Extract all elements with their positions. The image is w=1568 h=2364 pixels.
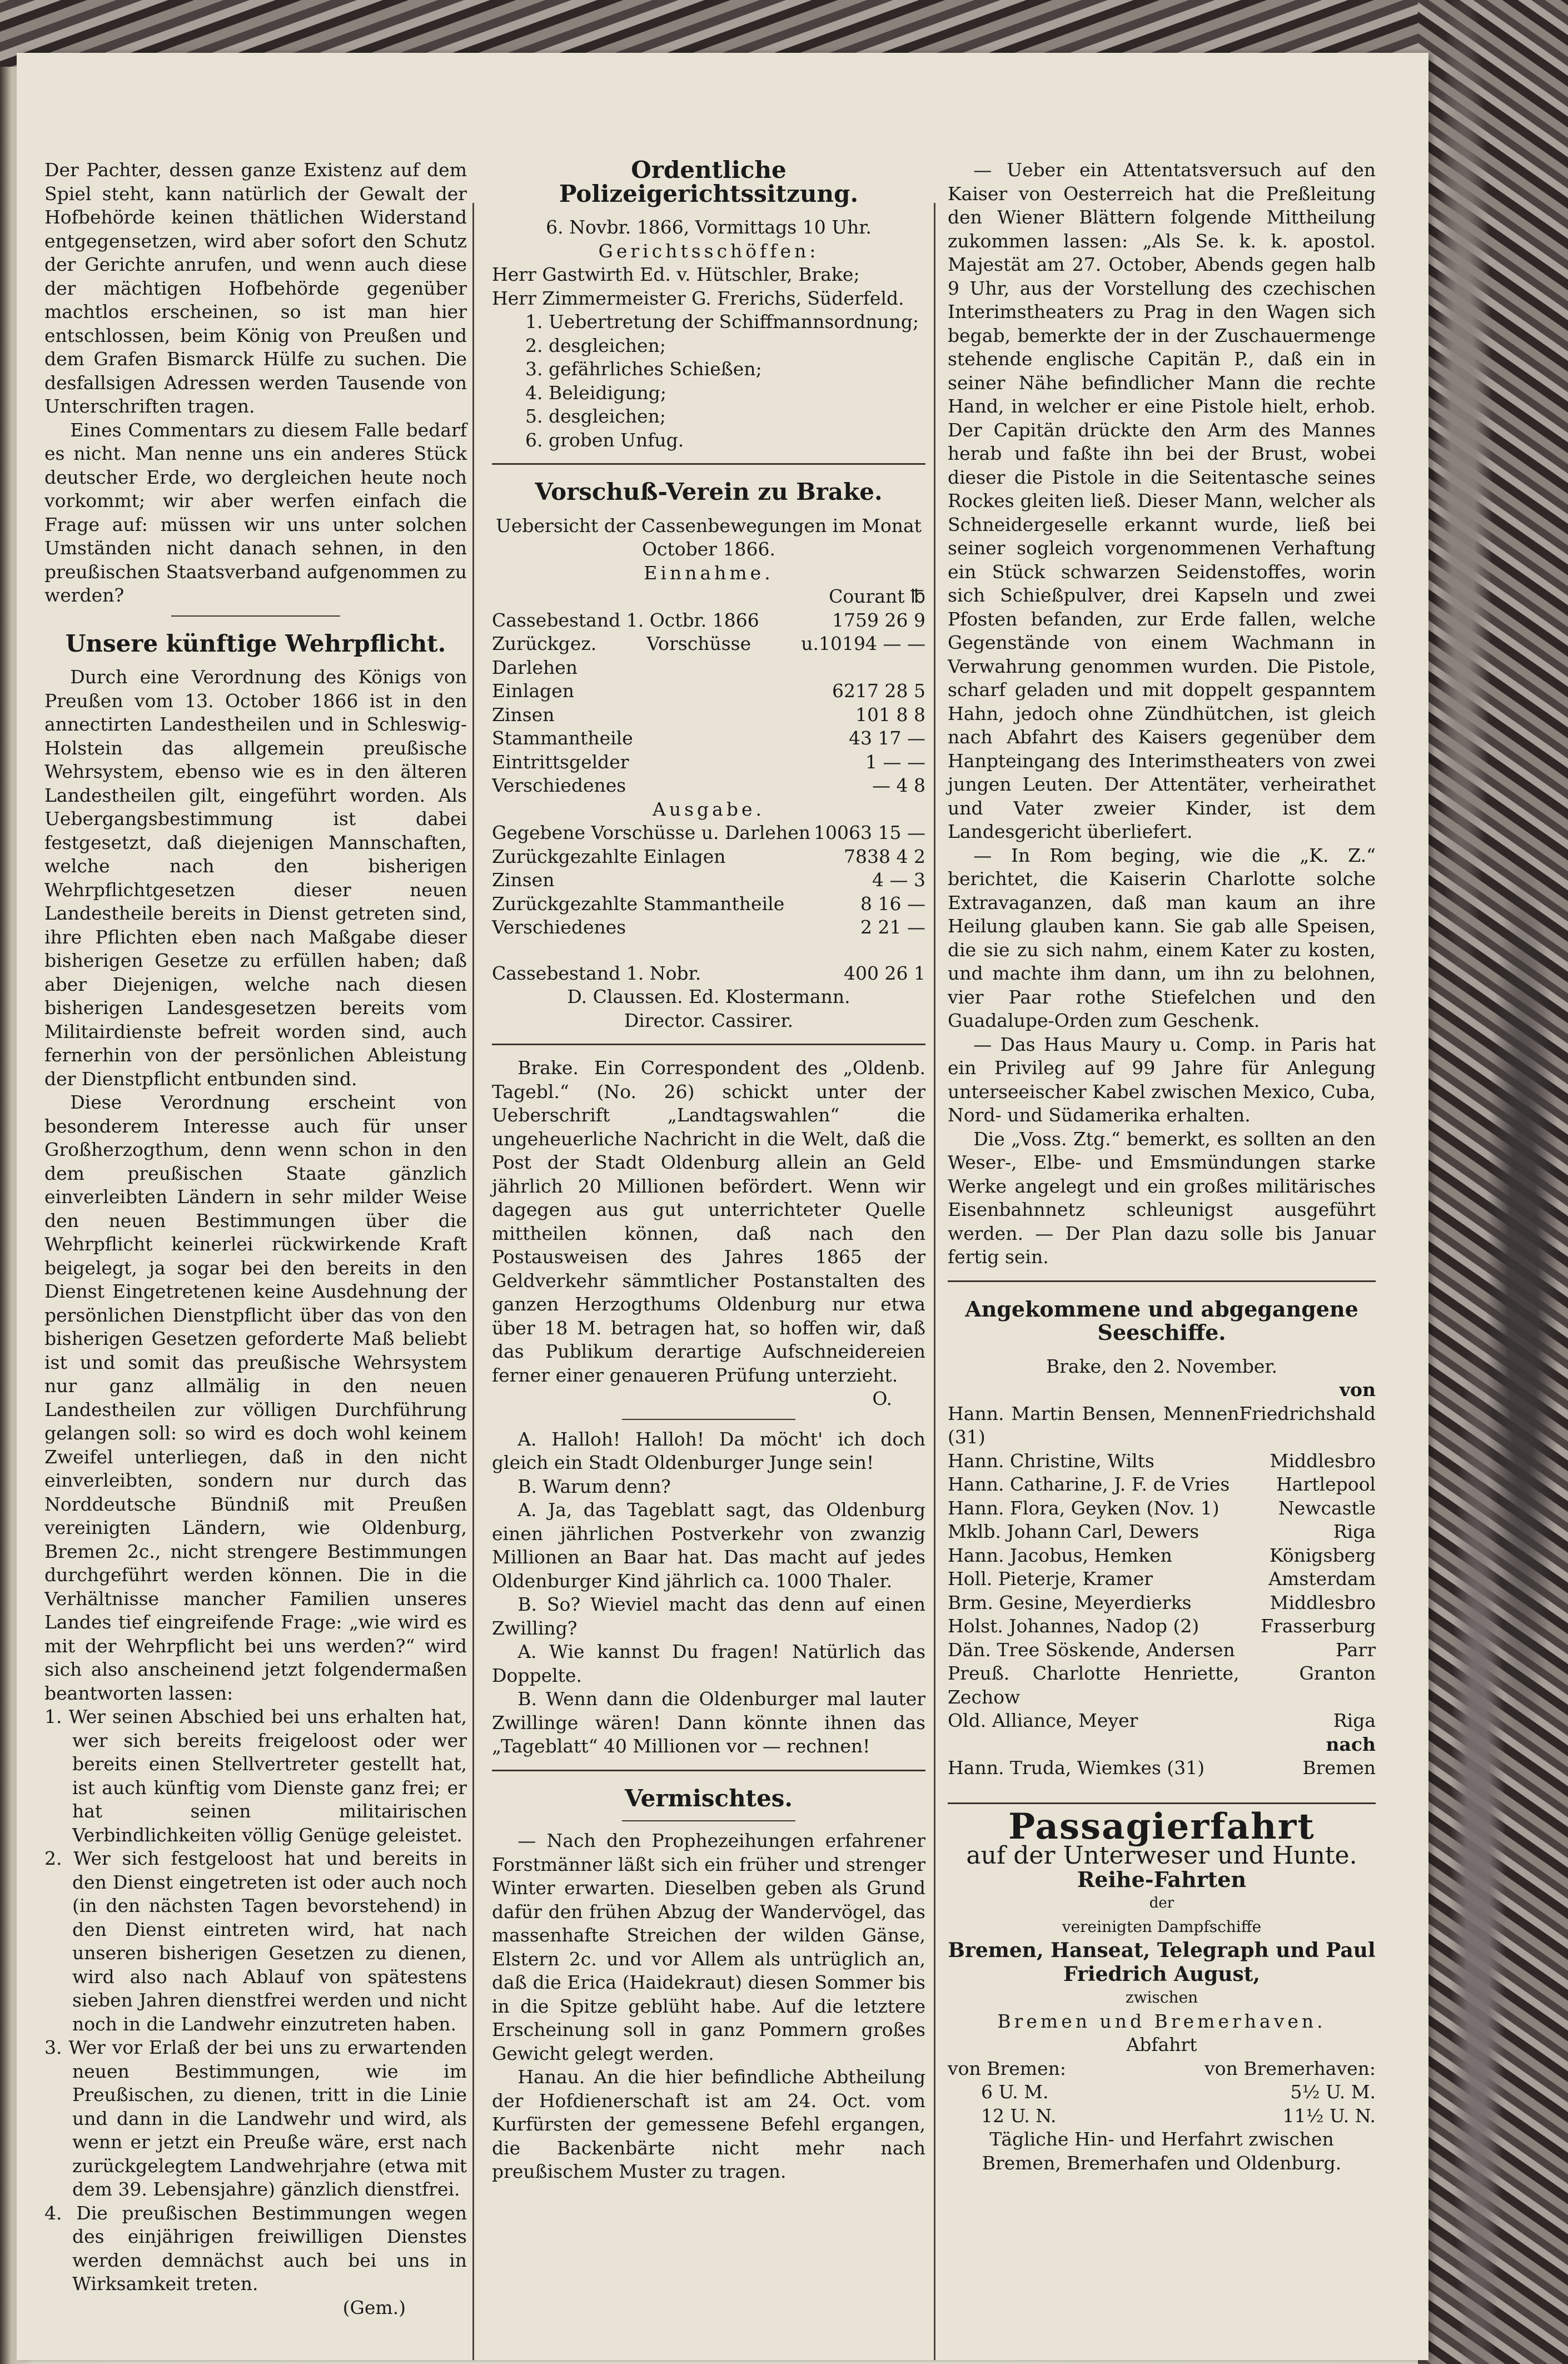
table-cell: Verschiedenes [492,774,626,796]
divider [622,1419,795,1420]
text-line: zwischen [1125,1988,1198,2007]
divider [948,1802,1376,1804]
table-row [948,1497,1376,1521]
table-cell: Parr [1336,1638,1376,1661]
paragraph: Die „Voss. Ztg.“ bemerkt, es sollten an den Weser-, Elbe- und Emsmündungen starke Werke angelegt und ein großes militärisches Eisenbahnnetz schleunigst ausgeführt werden. — Der Plan dazu solle bis Januar fertig sein. [948,1128,1376,1268]
table-row [492,679,925,703]
ad-subtitle: auf der Unterweser und Hunte. [966,1841,1357,1870]
paragraph: Hanau. An die hier befindliche Abtheilung der Hofdienerschaft ist am 24. Oct. vom Kurfürsten der gemessene Befehl ergangen, die Backenbärte nicht mehr nach preußischem Muster zu tragen. [492,2066,925,2182]
table-cell: Hartlepool [1276,1473,1376,1495]
table-row [948,2104,1376,2128]
text-line: der [1149,1895,1174,1911]
table-cell: Hann. Truda, Wiemkes (31) [948,1757,1205,1779]
table-row [948,1638,1376,1662]
table-cell: Verschiedenes [492,916,626,938]
table-row [948,1709,1376,1733]
paragraph: Diese Verordnung erscheint von besonderem Interesse auch für unser Großherzogthum, denn wenn schon in den dem preußischen Staate gänzlich einverleibten Ländern in sehr milder Weise den neuen Bestimmungen über die Wehrpflicht keinerlei rückwirkende Kraft beigelegt, ja sogar bei den bereits in den Dienst Eingetretenen keine Ausdehnung der persönlichen Dienstpflicht über das von den bisherigen Gesetzen geforderte Maß beliebt ist und somit das preußische Wehrsystem nur ganz allmälig in den neuen Landestheilen zur völligen Durchführung gelangen soll: so wird es doch wohl keinem Zweifel unterliegen, daß in den nicht einverleibten, sondern nur durch das Norddeutsche Bündniß mit Preußen vereinigten Ländern, wie Oldenburg, Bremen 2c., nicht strengere Bestimmungen durchgeführt werden können. Die in die Verhältnisse mancher Familien unseres Landes tief eingreifende Frage: „wie wird es mit der Wehrpflicht bei uns werden?“ wird sich also anscheinend jetzt folgendermaßen beantworten lassen: [44,1091,467,1704]
column-left [44,158,467,2320]
table-cell: 5½ U. M. [1290,2081,1376,2103]
table-cell: Gegebene Vorschüsse u. Darlehen [492,822,810,843]
article-heading: Angekommene und abgegangene Seeschiffe. [965,1296,1358,1345]
table-cell: Zinsen [492,869,555,891]
table-row [492,868,925,892]
table-cell: 400 26 1 [844,962,925,984]
table-cell: Old. Alliance, Meyer [948,1710,1138,1731]
article-heading: Unsere künftige Wehrpflicht. [65,629,446,657]
table-cell: 12 U. N. [981,2104,1057,2127]
table-row [948,1520,1376,1544]
divider [492,1044,925,1045]
section-label: von [1339,1379,1376,1400]
paragraph: — Nach den Prophezeihungen erfahrener Forstmänner läßt sich ein früher und strenger Winter erwarten. Dieselben geben als Grund dafür den frühen Abzug der Wandervögel, das massenhafte Streichen der wilden Gänse, Elstern 2c. und vor Allem als untrüglich an, daß die Erica (Haidekraut) diesen Sommer bis in die Spitze geblüht habe. Auf die letztere Erscheinung soll in ganz Pommern großes Gewicht gelegt werden. [492,1830,925,2064]
table-cell: von Bremerhaven: [1204,2057,1376,2079]
section-label: Einnahme. [644,562,774,584]
text-line: Uebersicht der Cassenbewegungen im Monat October 1866. [496,514,922,560]
signatures: D. Claussen. Ed. Klostermann. [567,986,850,1007]
table-cell: Hann. Catharine, J. F. de Vries [948,1473,1230,1495]
table-cell: Preuß. Charlotte Henriette, Zechow [948,1662,1240,1708]
paragraph: Eines Commentars zu diesem Falle bedarf es nicht. Man nenne uns ein anderes Stück deutscher Erde, wo dergleichen heute noch vorkommt; wir aber werfen einfach die Frage auf: müssen wir uns unter solchen Umständen nicht danach sehnen, in den preußischen Staatsverband aufgenommen zu werden? [44,419,467,606]
ship-names: Bremen, Hanseat, Telegraph und Paul Friedrich August, [948,1939,1376,1986]
table-row [492,916,925,940]
column-right [948,158,1376,2175]
table-cell: 8 16 — [860,892,925,915]
signature-titles: Director. Cassirer. [624,1009,794,1031]
table-cell: Dän. Tree Söskende, Andersen [948,1638,1235,1661]
list-item: 1. Uebertretung der Schiffmannsordnung; [525,311,919,332]
table-row [492,609,925,633]
session-date: 6. Novbr. 1866, Vormittags 10 Uhr. [546,216,872,238]
newspaper-page [17,53,1428,2360]
column-rule [472,203,474,2360]
table-row [948,1473,1376,1497]
route: Bremen und Bremerhaven. [997,2010,1326,2032]
table-cell: — 4 8 [872,774,925,796]
list-item: 2. desgleichen; [525,334,666,356]
table-cell: Hann. Christine, Wilts [948,1449,1154,1472]
table-row [492,892,925,916]
dialog-line: B. So? Wieviel macht das denn auf einen Zwilling? [492,1593,925,1639]
list-item: 5. desgleichen; [525,405,666,427]
table-cell: Cassebestand 1. Nobr. [492,962,701,984]
table-row [492,703,925,727]
dateline: Brake, den 2. November. [1046,1355,1278,1377]
table-cell: 11½ U. N. [1282,2104,1376,2127]
table-cell: 4 — 3 [872,869,925,891]
table-cell: 1759 26 9 [832,609,925,631]
divider [171,615,340,617]
table-cell: Hann. Flora, Geyken (Nov. 1) [948,1497,1219,1519]
table-cell: 6 U. M. [981,2081,1049,2103]
table-row [492,940,925,986]
table-cell: 43 17 — [849,727,925,749]
table-cell: Middlesbro [1270,1449,1376,1472]
table-cell: Stammantheile [492,727,633,749]
paragraph: — In Rom beging, wie die „K. Z.“ berichtet, die Kaiserin Charlotte solche Extravaganzen, daß man kaum an ihre Heilung glauben kann. Sie gab alle Speisen, die sie zu sich nahm, einem Kater zu kosten, und machte ihm dann, um ihn zu belohnen, vier Paar rothe Stiefelchen und den Guadalupe-Orden zum Geschenk. [948,844,1376,1031]
dialog-line: B. Wenn dann die Oldenburger mal lauter Zwillinge wären! Dann könnte ihnen das „Tageblatt“ 40 Millionen vor — rechnen! [492,1688,925,1757]
dialog-line: A. Wie kannst Du fragen! Natürlich das Doppelte. [492,1641,925,1686]
column-rule [934,203,935,2360]
currency-header: Courant ℔ [829,585,925,607]
table-row [492,821,925,845]
table-cell: Zurückgez. Vorschüsse u. Darlehen [492,633,819,678]
table-row [492,727,925,751]
table-row [492,632,925,679]
table-cell: Granton [1299,1662,1376,1684]
list-item: 3. Wer vor Erlaß der bei uns zu erwartenden neuen Bestimmungen, wie im Preußischen, zu dienen, tritt in die Linie und dann in die Landwehr und wird, als wenn er jetzt ein Preuße wäre, erst nach zurückgelegtem Landwehrjahre (etwa mit dem 39. Lebensjahre) gänzlich dienstfrei. [44,2037,467,2200]
table-cell: Riga [1333,1710,1376,1731]
signature: O. [872,1388,892,1409]
table-cell: Mklb. Johann Carl, Dewers [948,1521,1199,1542]
table-row [948,1402,1376,1449]
article-heading: Ordentliche Polizeigerichtssitzung. [559,156,859,207]
table-cell: Holst. Johannes, Nadop (2) [948,1615,1199,1637]
list-item: 2. Wer sich festgeloost hat und bereits in den Dienst eingetreten ist oder auch noch (in den nächsten Tagen bevorstehend) in den Dienst eintreten wird, hat nach unseren bisherigen Gesetzen zu dienen, wird also nach Ablauf von spätestens sieben Jahren dienstfrei werden und nicht noch in die Landwehr einzutreten haben. [44,1848,467,2035]
table-row [492,845,925,869]
table-row [948,1591,1376,1615]
paragraph: — Ueber ein Attentatsversuch auf den Kaiser von Oesterreich hat die Preßleitung den Wiener Blättern folgende Mittheilung zukommen lassen: „Als Se. k. k. apostol. Majestät am 27. October, Abends gegen halb 9 Uhr, aus der Vorstellung des czechischen Interimstheaters zu Prag in den Wagen sich begab, bemerkte der in der Zuschauermenge stehende englische Capitän P., daß ein in seiner Nähe befindlicher Mann die rechte Hand, in welcher er eine Pistole hielt, erhob. Der Capitän drückte den Arm des Mannes herab und faßte ihn bei der Brust, wobei dieser die Pistole in die Seitentasche seines Rockes gleiten ließ. Dieser Mann, welcher als Schneidergeselle erkannt wurde, ließ bei seiner sogleich vorgenommenen Verhaftung ein Stück schwarzen Seidenstoffes, worin sich Schießpulver, drei Kapseln und zwei Pfosten befanden, zur Erde fallen, welche Gegenstände von einem Wachmann in Verwahrung genommen wurden. Die Pistole, scharf geladen und mit doppelt gespanntem Hahn, jedoch ohne Zündhütchen, ist gleich nach Abfahrt des Kaisers gegenüber dem Hanpteingang des Interimstheaters von zwei jungen Leuten. Der Attentäter, verheirathet und Vater zweier Kinder, ist dem Landesgericht überliefert. [948,159,1376,842]
column-middle [492,158,925,2184]
table-cell: Zurückgezahlte Einlagen [492,845,726,867]
dialog-line: A. Halloh! Halloh! Da möcht' ich doch gleich ein Stadt Oldenburger Junge sein! [492,1428,925,1473]
paragraph: Brake. Ein Correspondent des „Oldenb. Tagebl.“ (No. 26) schickt unter der Ueberschrift „Landtagswahlen“ die ungeheuerliche Nachricht in die Welt, daß die Post der Stadt Oldenburg allein an Geld jährlich 20 Millionen befördert. Wenn wir dagegen aus gut unterrichteter Quelle mittheilen können, daß nach den Postausweisen des Jahres 1865 der Geldverkehr sämmtlicher Postanstalten des ganzen Herzogthums Oldenburg nur etwa über 18 M. betragen hat, so hoffen wir, daß das Publikum derartige Aufschneidereien ferner einer genaueren Prüfung unterzieht. [492,1057,925,1386]
marbled-cover-right [1418,0,1568,2364]
list-item: 4. Die preußischen Bestimmungen wegen des einjährigen freiwilligen Dienstes werden demnächst auch bei uns in Wirksamkeit treten. [44,2202,467,2295]
table-cell: Hann. Jacobus, Hemken [948,1544,1172,1566]
section-label: nach [1326,1733,1376,1755]
text-line: vereinigten Dampfschiffe [1062,1917,1262,1936]
divider [948,1280,1376,1282]
table-cell: 6217 28 5 [832,680,925,702]
text-line: Herr Zimmermeister G. Frerichs, Süderfeld. [492,287,904,309]
table-row [948,1544,1376,1568]
table-row [948,2057,1376,2081]
article-heading: Vermischtes. [624,1784,793,1812]
table-cell: Königsberg [1269,1544,1376,1566]
list-item: 1. Wer seinen Abschied bei uns erhalten hat, wer sich bereits freigeloost oder wer bereits einen Stellvertreter gestellt hat, ist auch künftig vom Dienste ganz frei; er hat seinen militairischen Verbindlichkeiten völlig Genüge geleistet. [44,1706,467,1846]
table-cell: 101 8 8 [855,703,925,726]
table-row [948,1567,1376,1591]
table-cell: 10063 15 — [814,822,925,843]
table-cell: Amsterdam [1268,1568,1376,1590]
table-cell: 7838 4 2 [844,845,925,867]
divider [622,1820,795,1821]
income-table [492,609,925,798]
list-item: 3. gefährliches Schießen; [525,358,762,380]
expense-table [492,821,925,985]
case-list [492,310,925,452]
table-cell: Newcastle [1278,1497,1376,1519]
table-cell: Frasserburg [1261,1615,1376,1637]
table-row [948,1615,1376,1638]
table-cell: Brm. Gesine, Meyerdierks [948,1591,1192,1613]
ad-title: Passagierfahrt [1008,1805,1315,1848]
table-row [948,2080,1376,2104]
table-cell: Cassebestand 1. Octbr. 1866 [492,609,759,631]
timetable [948,2057,1376,2128]
table-row [948,1662,1376,1709]
table-cell: Riga [1333,1521,1376,1542]
table-row [948,1756,1376,1780]
text-line: Herr Gastwirth Ed. v. Hütschler, Brake; [492,264,860,285]
table-cell: 10194 — — [819,633,925,654]
list-item: 4. Beleidigung; [525,381,666,404]
ad-footer: Tägliche Hin- und Herfahrt zwischen Bremen, Bremerhafen und Oldenburg. [982,2128,1342,2174]
paragraph: Der Pachter, dessen ganze Existenz auf dem Spiel steht, kann natürlich der Gewalt der Hofbehörde keinen thätlichen Widerstand entgegensetzen, wird aber sofort den Schutz der Gerichte anrufen, und wenn auch diese der mächtigen Hofbehörde gegenüber machtlos erscheinen, so ist man hier entschlossen, beim König von Preußen und dem Grafen Bismarck Hülfe zu suchen. Die desfallsigen Adressen werden Tausende von Unterschriften tragen. [44,159,467,417]
list-item: 6. groben Unfug. [525,429,684,451]
paragraph: — Das Haus Maury u. Comp. in Paris hat ein Privileg auf 99 Jahre für Anlegung unterseeischer Kabel zwischen Mexico, Cuba, Nord- und Südamerika erhalten. [948,1033,1376,1126]
section-label: Ausgabe. [653,798,765,820]
table-row [492,751,925,774]
ships-table [948,1402,1376,1733]
table-cell: Einlagen [492,680,575,702]
table-cell: 2 21 — [860,916,925,938]
table-cell: Hann. Martin Bensen, Mennen (31) [948,1402,1240,1448]
numbered-list [44,1705,467,2296]
paragraph: Durch eine Verordnung des Königs von Preußen vom 13. October 1866 ist in den annectirten Landestheilen und in Schleswig-Holstein das allgemein preußische Wehrsystem, ebenso wie es in den älteren Landestheilen gilt, eingeführt worden. Als Uebergangsbestimmung ist dabei festgesetzt, daß diejenigen Mannschaften, welche nach den bisherigen Wehrpflichtgesetzen dieser neuen Landestheile bereits in Dienst getreten sind, ihre Pflichten eben nach Maßgabe dieser bisherigen Gesetze zu erfüllen haben; daß aber Diejenigen, welche nach diesen bisherigen Landesgesetzen bereits vom Militairdienste befreit worden sind, auch fernerhin von der persönlichen Ableistung der Dienstpflicht entbunden sind. [44,666,467,1090]
divider [492,1770,925,1771]
table-cell: Eintrittsgelder [492,751,629,773]
ad-heading: Reihe-Fahrten [1077,1866,1247,1892]
label: Gerichtsschöffen: [598,240,819,262]
text-line: Abfahrt [1126,2034,1197,2055]
signature: (Gem.) [342,2296,406,2318]
table-row [492,774,925,798]
table-cell: Friedrichshald [1239,1402,1376,1424]
dialog-line: A. Ja, das Tageblatt sagt, das Oldenburg einen jährlichen Postverkehr von zwanzig Millionen an Baar hat. Das macht auf jedes Oldenburger Kind jährlich ca. 1000 Thaler. [492,1499,925,1592]
table-cell: 1 — — [865,751,925,773]
article-heading: Vorschuß-Verein zu Brake. [535,478,883,505]
ships-out-table [948,1756,1376,1780]
table-cell: Middlesbro [1270,1591,1376,1613]
table-cell: Zinsen [492,703,555,726]
divider [492,463,925,465]
table-cell: Holl. Pieterje, Kramer [948,1568,1153,1590]
table-row [948,1449,1376,1473]
table-cell: von Bremen: [948,2057,1067,2079]
table-cell: Zurückgezahlte Stammantheile [492,892,785,915]
dialog-line: B. Warum denn? [517,1475,671,1497]
table-cell: Bremen [1302,1757,1376,1779]
